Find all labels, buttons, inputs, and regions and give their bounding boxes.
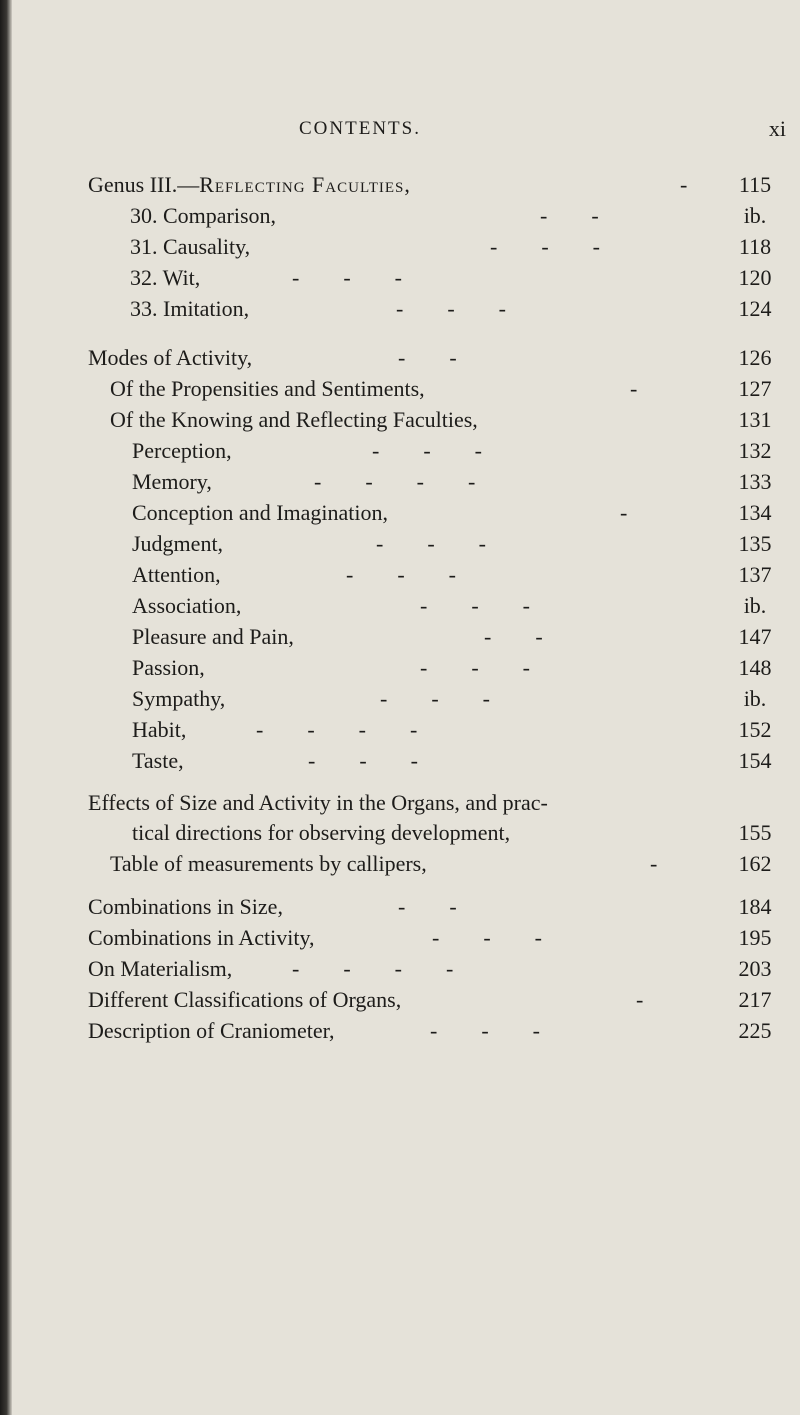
toc-entry <box>0 651 800 685</box>
toc-leader: - <box>650 851 658 876</box>
toc-leader: - - <box>540 203 599 228</box>
toc-entry <box>0 558 800 592</box>
toc-entry-label: Memory, <box>132 469 212 494</box>
toc-page-ref: 225 <box>738 1018 772 1043</box>
toc-leader: - - - - <box>292 956 454 981</box>
toc-leader: - - - <box>292 265 402 290</box>
toc-entry <box>0 372 800 406</box>
toc-entry-label: 33. Imitation, <box>130 296 250 321</box>
toc-entry <box>0 261 800 295</box>
toc-leader: - - <box>398 345 457 370</box>
toc-page-ref: 131 <box>738 407 772 432</box>
toc-page-ref: 155 <box>738 820 772 845</box>
page-title: CONTENTS. <box>299 118 421 139</box>
toc-page-ref: 203 <box>738 956 772 981</box>
toc-entry <box>0 230 800 264</box>
toc-entry <box>0 620 800 654</box>
toc-entry-label: Taste, <box>132 748 184 773</box>
toc-entry-genus-iii <box>0 168 800 202</box>
toc-leader: - - - <box>376 531 486 556</box>
toc-entry <box>0 952 800 986</box>
toc-leader: - <box>680 172 688 197</box>
toc-page-ref: 152 <box>738 717 772 742</box>
toc-entry <box>0 890 800 924</box>
toc-entry-label: Judgment, <box>132 531 224 556</box>
toc-page-ref: 195 <box>738 925 772 950</box>
toc-entry <box>0 589 800 623</box>
toc-leader: - <box>636 987 644 1012</box>
toc-page-ref: 137 <box>738 562 772 587</box>
toc-entry <box>0 786 800 820</box>
toc-entry-label-prefix: Genus III.— <box>88 172 200 197</box>
toc-entry <box>0 527 800 561</box>
toc-leader: - <box>630 376 638 401</box>
toc-page-ref: 147 <box>738 624 772 649</box>
toc-leader: - - - <box>490 234 600 259</box>
toc-entry-label: 31. Causality, <box>130 234 251 259</box>
toc-entry-label: Association, <box>132 593 242 618</box>
toc-page-ref: ib. <box>743 203 767 228</box>
toc-entry-label: Conception and Imagination, <box>132 500 388 525</box>
toc-page-ref: ib. <box>743 593 767 618</box>
toc-page-ref: 134 <box>738 500 772 525</box>
toc-page-ref: 184 <box>738 894 772 919</box>
toc-leader: - - - <box>420 655 530 680</box>
toc-entry <box>0 921 800 955</box>
toc-leader: - - - <box>346 562 456 587</box>
toc-entry <box>0 713 800 747</box>
toc-page-ref: 115 <box>738 172 772 197</box>
toc-entry-label <box>88 168 411 202</box>
toc-entry-label: Table of measurements by callipers, <box>110 851 427 876</box>
toc-leader: - - <box>484 624 543 649</box>
toc-leader: - - <box>398 894 457 919</box>
toc-entry <box>0 199 800 233</box>
toc-entry-label: Of the Knowing and Reflecting Faculties, <box>110 407 478 432</box>
toc-entry <box>0 292 800 326</box>
toc-entry-label: Habit, <box>132 717 187 742</box>
toc-entry-label: 30. Comparison, <box>130 203 277 228</box>
toc-leader: - - - - <box>256 717 418 742</box>
toc-entry-label: Description of Craniometer, <box>88 1018 335 1043</box>
toc-entry-label: tical directions for observing development, <box>132 820 511 845</box>
toc-leader: - - - <box>396 296 506 321</box>
toc-page-ref: 126 <box>738 345 772 370</box>
toc-page-ref: 118 <box>738 234 772 259</box>
toc-page-ref: ib. <box>743 686 767 711</box>
toc-page-ref: 124 <box>738 296 772 321</box>
toc-leader: - <box>620 500 628 525</box>
toc-page-ref: 120 <box>738 265 772 290</box>
toc-page-ref: 135 <box>738 531 772 556</box>
toc-entry-label: Combinations in Size, <box>88 894 283 919</box>
toc-page-ref: 132 <box>738 438 772 463</box>
page-header <box>0 116 800 146</box>
toc-page-ref: 133 <box>738 469 772 494</box>
toc-entry-label: 32. Wit, <box>130 265 201 290</box>
toc-leader: - - - <box>432 925 542 950</box>
toc-entry-label: Of the Propensities and Sentiments, <box>110 376 425 401</box>
toc-page-ref: 162 <box>738 851 772 876</box>
toc-entry-label: Different Classifications of Organs, <box>88 987 402 1012</box>
toc-entry <box>0 434 800 468</box>
toc-page-ref: 217 <box>738 987 772 1012</box>
toc-leader: - - - - <box>314 469 476 494</box>
toc-page-ref: 148 <box>738 655 772 680</box>
toc-entry-label: Pleasure and Pain, <box>132 624 294 649</box>
toc-entry <box>0 403 800 437</box>
toc-entry <box>0 496 800 530</box>
toc-leader: - - - <box>420 593 530 618</box>
toc-entry-label-smallcaps: Reflecting Faculties, <box>199 172 411 197</box>
toc-entry-label: Combinations in Activity, <box>88 925 315 950</box>
toc-entry <box>0 983 800 1017</box>
toc-entry <box>0 341 800 375</box>
toc-entry-label: On Materialism, <box>88 956 233 981</box>
toc-leader: - - - <box>380 686 490 711</box>
toc-entry-label: Perception, <box>132 438 232 463</box>
toc-entry-label: Effects of Size and Activity in the Organs, and prac- <box>88 790 548 815</box>
toc-leader: - - - <box>430 1018 540 1043</box>
toc-page-ref: 127 <box>738 376 772 401</box>
toc-entry <box>0 744 800 778</box>
toc-entry <box>0 465 800 499</box>
toc-leader: - - - <box>372 438 482 463</box>
toc-entry <box>0 847 800 881</box>
toc-leader: - - - <box>308 748 418 773</box>
toc-entry-label: Passion, <box>132 655 205 680</box>
toc-page-ref: 154 <box>738 748 772 773</box>
toc-entry <box>0 1014 800 1048</box>
toc-entry-label: Attention, <box>132 562 221 587</box>
page-number: xi <box>768 116 786 141</box>
toc-entry <box>0 816 800 850</box>
toc-entry-label: Sympathy, <box>132 686 226 711</box>
toc-entry <box>0 682 800 716</box>
toc-entry-label: Modes of Activity, <box>88 345 253 370</box>
